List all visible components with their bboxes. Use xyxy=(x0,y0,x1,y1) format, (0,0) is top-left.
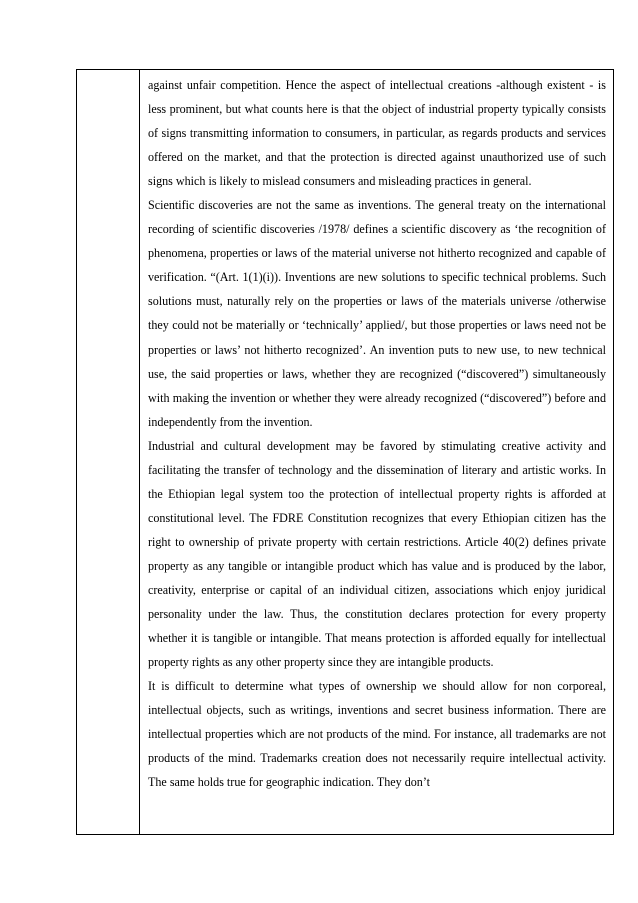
paragraph-ownership-types: It is difficult to determine what types of ownership we should allow for non corporeal, intellectual objects, such as writings, inventions and secret business information. There are intellectual properties which are not products of the mind. For instance, all trademarks are not products of the mind. Trademarks creation does not necessarily require intellectual activity. The same holds true for geographic indication. They don’t xyxy=(148,679,606,790)
paragraph-industrial-development: Industrial and cultural development may be favored by stimulating creative activity and facilitating the transfer of technology and the dissemination of literary and artistic works. In the Ethiopian legal system too the protection of intellectual property rights is afforded at constitutional level. The FDRE Constitution recognizes that every Ethiopian citizen has the right to ownership of private property with certain restrictions. Article 40(2) defines private property as any tangible or intangible product which has value and is produced by the labor, creativity, enterprise or capital of an individual citizen, associations which enjoy juridical personality under the law. Thus, the constitution declares protection for every property whether it is tangible or intangible. That means protection is afforded equally for intellectual property rights as any other property since they are intangible products. xyxy=(148,438,606,670)
empty-left-cell xyxy=(77,70,140,834)
document-table xyxy=(76,69,614,835)
text-cell xyxy=(140,70,613,834)
paragraph-scientific-discoveries: Scientific discoveries are not the same as inventions. The general treaty on the international recording of scientific discoveries /1978/ defines a scientific discovery as ‘the recognition of phenomena, properties or laws of the material universe not hitherto recognized and capable of verification. “(Art. 1(1)(i)). Inventions are new solutions to specific technical problems. Such solutions must, naturally rely on the properties or laws of the materials universe /otherwise they could not be materially or ‘technically’ applied/, but those properties or laws need not be properties or laws’ not hitherto recognized’. An invention puts to new use, to new technical use, the said properties or laws, whether they are recognized (“discovered”) simultaneously with making the invention or whether they were already recognized (“discovered”) before and independently from the invention. xyxy=(148,198,606,429)
paragraph-unfair-competition: against unfair competition. Hence the aspect of intellectual creations -although existent - is less prominent, but what counts here is that the object of industrial property typically consists of signs transmitting information to consumers, in particular, as regards products and services offered on the market, and that the protection is directed against unauthorized use of such signs which is likely to mislead consumers and misleading practices in general. xyxy=(148,78,606,189)
